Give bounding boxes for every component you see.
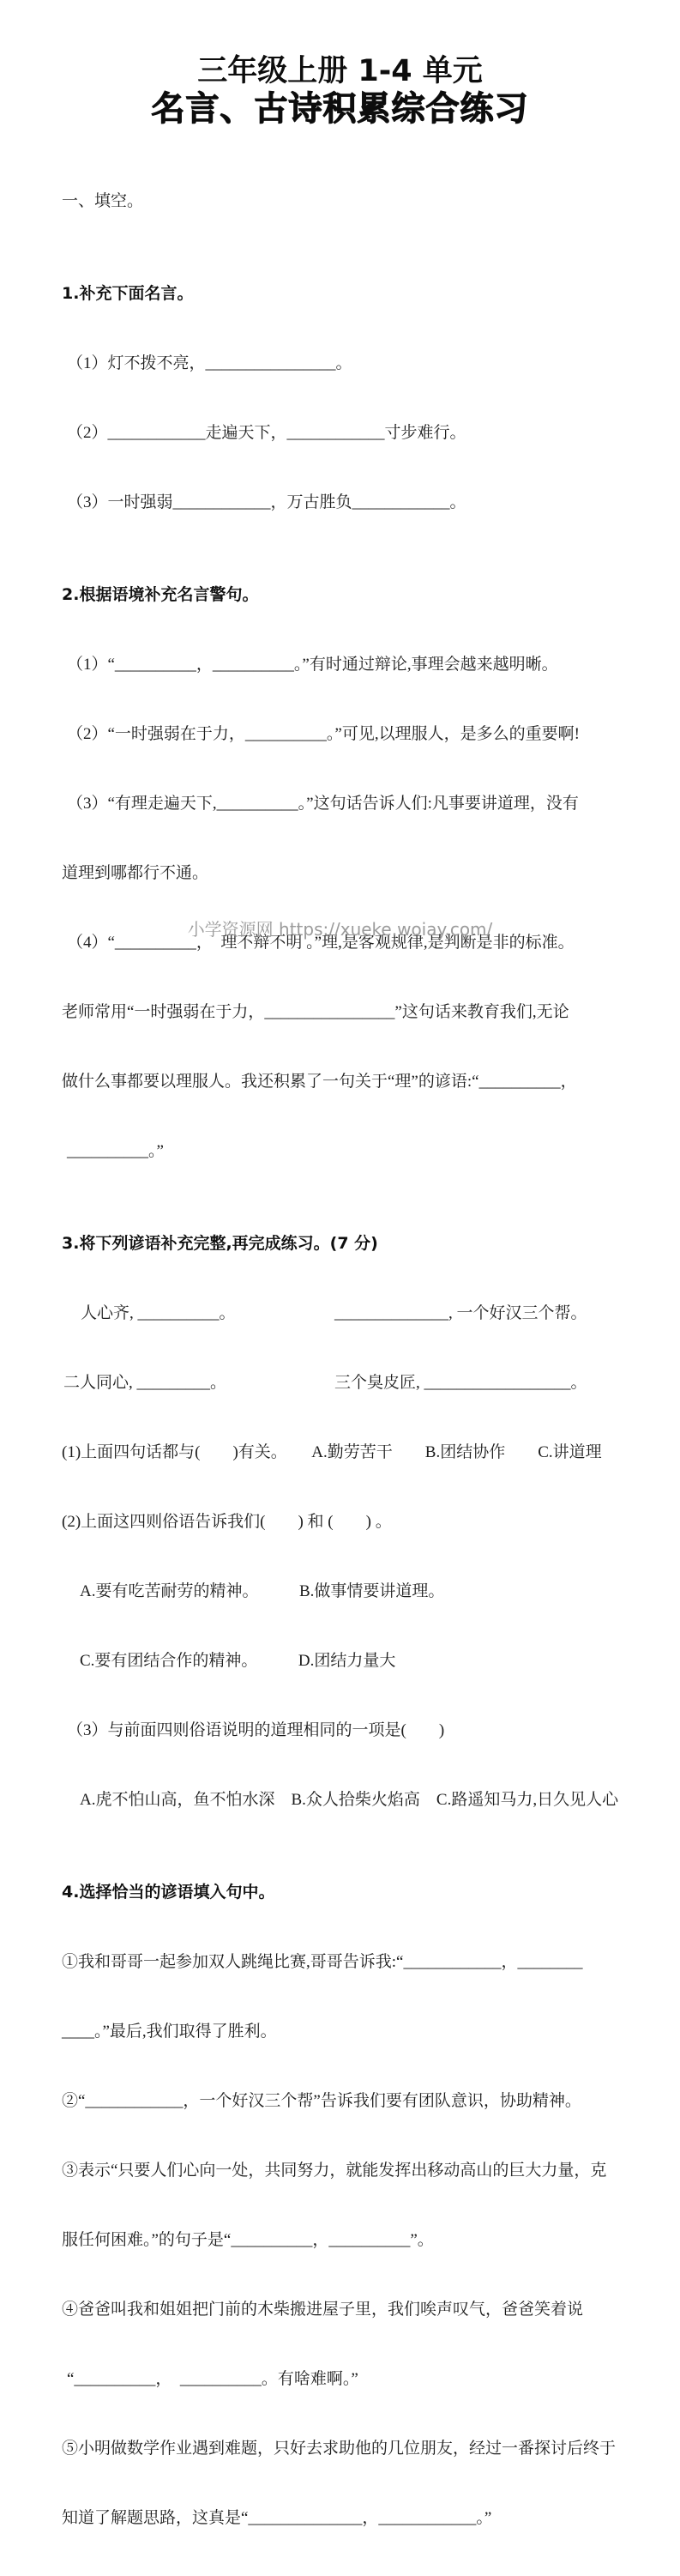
question4-item-4: ④爸爸叫我和姐姐把门前的木柴搬进屋子里，我们唉声叹气，爸爸笑着说 bbox=[62, 2301, 584, 2319]
question2-item-4-continuation-3: __________。” bbox=[67, 1142, 164, 1160]
question3-sub-2-options-cd: C.要有团结合作的精神。 D.团结力量大 bbox=[80, 1652, 396, 1670]
question4-item-1: ①我和哥哥一起参加双人跳绳比赛,哥哥告诉我:“____________，________ bbox=[62, 1953, 583, 1971]
question3-sub-3: （3）与前面四则俗语说明的道理相同的一项是( ) bbox=[67, 1721, 445, 1739]
question1-heading: 1.补充下面名言。 bbox=[62, 284, 194, 303]
question4-item-4-continuation: “__________， __________。有啥难啊。” bbox=[67, 2370, 358, 2388]
question4-item-3-continuation: 服任何困难。”的句子是“__________，__________”。 bbox=[62, 2231, 434, 2249]
question3-sub-3-options: A.虎不怕山高，鱼不怕水深 B.众人拾柴火焰高 C.路遥知马力,日久见人心 bbox=[80, 1791, 619, 1809]
worksheet-body bbox=[62, 143, 630, 2576]
question4-item-2: ②“____________，一个好汉三个帮”告诉我们要有团队意识，协助精神。 bbox=[62, 2092, 581, 2110]
question2-item-2: （2）“一时强弱在于力，__________。”可见,以理服人，是多么的重要啊! bbox=[67, 725, 580, 743]
question3-heading: 3.将下列谚语补充完整,再完成练习。(7 分) bbox=[62, 1234, 378, 1253]
question1-item-2: （2）____________走遍天下，____________寸步难行。 bbox=[67, 424, 466, 442]
section-one-heading: 一、填空。 bbox=[62, 192, 144, 210]
question3-sub-1: (1)上面四句话都与( )有关。 A.勤劳苦干 B.团结协作 C.讲道理 bbox=[62, 1443, 602, 1461]
page-title-line2: 名言、古诗积累综合练习 bbox=[151, 90, 529, 129]
proverb-4: 三个臭皮匠, __________________。 bbox=[334, 1374, 587, 1392]
question1-item-1: （1）灯不拨不亮，________________。 bbox=[67, 354, 352, 372]
proverb-2: ______________, 一个好汉三个帮。 bbox=[334, 1304, 587, 1322]
question2-item-4-continuation-2: 做什么事都要以理服人。我还积累了一句关于“理”的谚语:“__________， bbox=[62, 1073, 577, 1091]
proverb-3: 二人同心, _________。 bbox=[63, 1374, 227, 1392]
question3-sub-2-options-ab: A.要有吃苦耐劳的精神。 B.做事情要讲道理。 bbox=[80, 1582, 445, 1600]
question4-heading: 4.选择恰当的谚语填入句中。 bbox=[62, 1883, 275, 1902]
question2-item-4: （4）“__________， 理不辩不明 。”理,是客观规律,是判断是非的标准。 bbox=[67, 934, 575, 952]
title-block bbox=[0, 0, 680, 130]
page-title-line1: 三年级上册 1-4 单元 bbox=[197, 54, 483, 88]
question1-item-3: （3）一时强弱____________，万古胜负____________。 bbox=[67, 493, 466, 511]
question3-sub-2: (2)上面这四则俗语告诉我们( ) 和 ( ) 。 bbox=[62, 1513, 392, 1531]
question2-item-3: （3）“有理走遍天下,__________。”这句话告诉人们:凡事要讲道理，没有 bbox=[67, 795, 579, 813]
footer-watermark: 小学资源网 https://xueke.woiay.com/ bbox=[187, 919, 493, 940]
question2-heading: 2.根据语境补充名言警句。 bbox=[62, 585, 259, 604]
question4-item-5: ⑤小明做数学作业遇到难题，只好去求助他的几位朋友，经过一番探讨后终于 bbox=[62, 2440, 617, 2458]
proverb-row-1 bbox=[62, 1302, 630, 1325]
question4-item-3: ③表示“只要人们心向一处，共同努力，就能发挥出移动高山的巨大力量，克 bbox=[62, 2162, 607, 2180]
question2-item-1: （1）“__________，__________。”有时通过辩论,事理会越来越明晰。 bbox=[67, 656, 558, 674]
question4-item-1-continuation: ____。”最后,我们取得了胜利。 bbox=[62, 2023, 277, 2041]
question4-item-5-continuation: 知道了解题思路，这真是“______________，____________。” bbox=[62, 2509, 492, 2527]
proverb-1: 人心齐, __________。 bbox=[81, 1304, 236, 1322]
question2-item-4-continuation-1: 老师常用“一时强弱在于力，________________”这句话来教育我们,无论 bbox=[62, 1003, 569, 1021]
proverb-row-2 bbox=[62, 1371, 630, 1394]
question2-item-3-continuation: 道理到哪都行不通。 bbox=[62, 864, 209, 882]
